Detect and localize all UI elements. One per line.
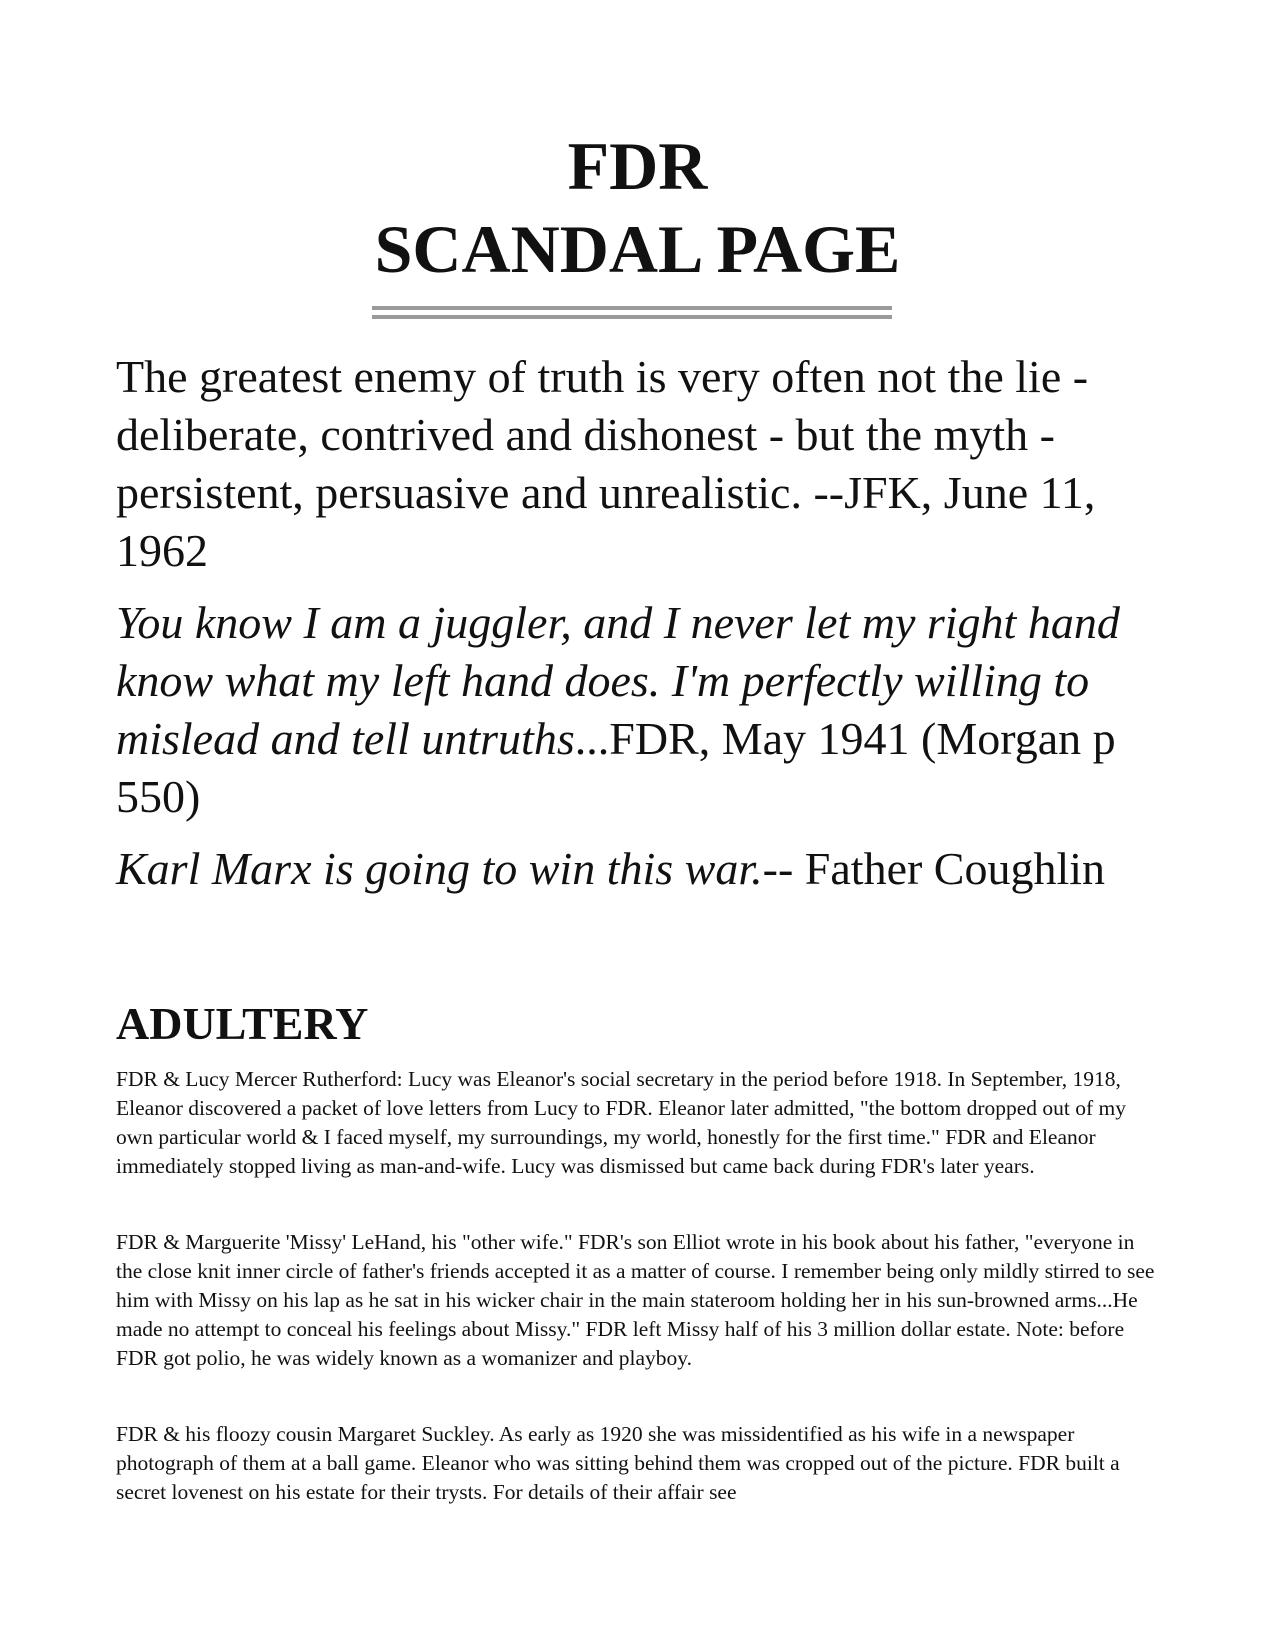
- quote-fdr-attribution: ...FDR, May 1941 (Morgan p 550): [116, 713, 1116, 822]
- page-title-line-1: FDR: [567, 128, 708, 204]
- section-heading-adultery: ADULTERY: [116, 998, 369, 1049]
- title-divider-bottom: [372, 315, 892, 319]
- quote-coughlin-attribution: -- Father Coughlin: [762, 843, 1106, 894]
- paragraph-margaret-suckley: FDR & his floozy cousin Margaret Suckley. As early as 1920 she was missidentified as his wife in a newspaper photograph of them at a ball game. Eleanor who was sitting behind them was cropped out of the picture. FDR built a secret lovenest on his estate for their trysts. For details of their affair see: [116, 1422, 1120, 1504]
- quote-fdr: [116, 594, 1166, 826]
- quote-coughlin-italic: Karl Marx is going to win this war.: [116, 843, 763, 894]
- title-divider-top: [372, 306, 892, 310]
- quote-fdr-italic: You know I am a juggler, and I never let my right hand know what my left hand does. I'm perfectly willing to mislead and tell untruths: [116, 597, 1120, 764]
- page-title-line-2: SCANDAL PAGE: [374, 211, 901, 287]
- paragraph-missy-lehand: FDR & Marguerite 'Missy' LeHand, his "other wife." FDR's son Elliot wrote in his book about his father, "everyone in the close knit inner circle of father's friends accepted it as a matter of course. I remember being only mildly stirred to see him with Missy on his lap as he sat in his wicker chair in the main stateroom holding her in his sun-browned arms...He made no attempt to conceal his feelings about Missy." FDR left Missy half of his 3 million dollar estate. Note: before FDR got polio, he was widely known as a womanizer and playboy.: [116, 1230, 1155, 1370]
- paragraph-lucy-mercer: FDR & Lucy Mercer Rutherford: Lucy was Eleanor's social secretary in the period before 1918. In September, 1918, Eleanor discovered a packet of love letters from Lucy to FDR. Eleanor later admitted, "the bottom dropped out of my own particular world & I faced myself, my surroundings, my world, honestly for the first time." FDR and Eleanor immediately stopped living as man-and-wife. Lucy was dismissed but came back during FDR's later years.: [116, 1067, 1127, 1178]
- quote-jfk-text: The greatest enemy of truth is very often not the lie - deliberate, contrived and dishonest - but the myth - persistent, persuasive and unrealistic. --JFK, June 11, 1962: [116, 351, 1096, 576]
- quote-coughlin: [116, 840, 1166, 898]
- quote-jfk: [116, 348, 1166, 580]
